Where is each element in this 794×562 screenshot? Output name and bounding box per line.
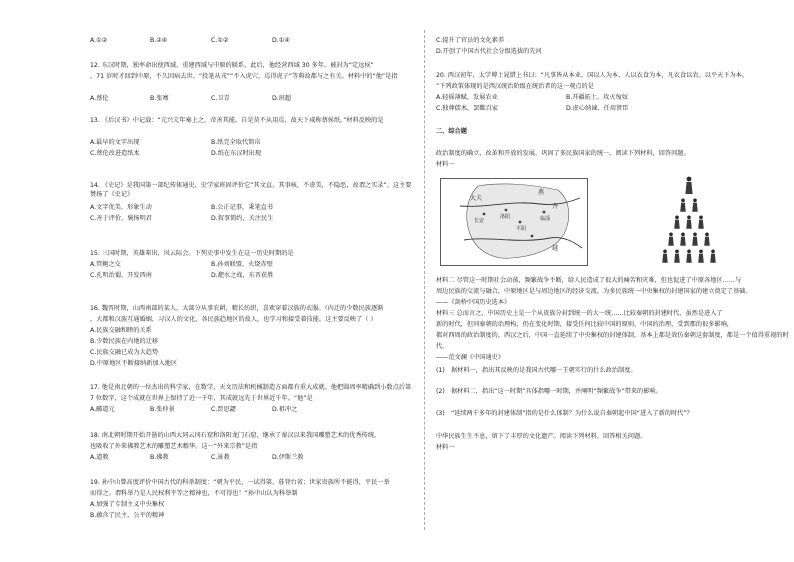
- q16-option-a: A.民族交融和睦的关系: [90, 327, 152, 334]
- q11-option-d: D.①④: [272, 37, 290, 44]
- figure-icon: [680, 198, 686, 211]
- city-dot: [505, 209, 508, 212]
- zhou-map-figure: [440, 178, 588, 266]
- map-label: 大夫: [470, 195, 483, 202]
- q20-stem-line1: 20. 西汉初年，太学博士晁错上书曰：“凡事皆从本业，国以人为本，人以衣食为本，凡衣食以农。以平天下为本。: [436, 72, 749, 79]
- q18-option-b: B.佛教: [150, 454, 169, 461]
- q15-stem: 15. 三国时期，英雄辈出，风云际会。下列史事中发生在这一历史时期的是: [90, 250, 294, 257]
- material-two-line1: 材料二 尽管这一时期社会动荡，频繁战争不断，给人民造成了很大的痛苦和灾难，但也促进了中原各地区……与: [436, 277, 742, 284]
- q13-option-a: A.最早的文字出现: [90, 139, 140, 146]
- figure-icon: [698, 249, 704, 262]
- city-dot: [543, 211, 546, 214]
- q12-option-b: B.张骞: [150, 95, 169, 102]
- q15-option-d: D.淝水之战，东晋获胜: [211, 272, 274, 279]
- q13-option-b: B.纸完全取代简帛: [211, 139, 261, 146]
- figure-icon: [662, 249, 668, 262]
- final-intro: 中华民族生生不息，留下了丰厚的文化遗产。阅读下列材料，回答相关问题。: [436, 433, 647, 440]
- q11-option-c: C.①②: [211, 37, 229, 44]
- material-three-line1: 材料三 总而言之，中国历史上是一个从贵族分封到统一的大一统……比较秦朝的封建时代，虽然是进入了: [436, 310, 723, 317]
- q18-stem-line1: 18. 南北朝时期开始开凿的山西大同云冈石窟和洛阳龙门石窟，继承了秦汉以来我国雕塑艺术的优秀传统，: [90, 432, 381, 439]
- q12-option-c: C.卫青: [211, 95, 230, 102]
- q20-option-c: C.独尊儒术，罢黜百家: [436, 105, 498, 112]
- figure-icon: [674, 215, 680, 228]
- map-label: 长安: [474, 218, 485, 224]
- q16-option-c: C.民族交融已成为大趋势: [90, 349, 159, 356]
- q11-option-a: A.①②: [90, 37, 108, 44]
- q16-option-d: D.中原地区不断接纳新加入地区: [90, 360, 178, 367]
- q17-stem-line1: 17. 他是南北朝的一位杰出的科学家，在数学、天文历法和机械制造方面都有重大成就。他把圆周率精确到小数点后第: [90, 384, 412, 391]
- q16-stem-line1: 16. 魏晋时期，山西南部的某人，大部分从事农耕，精长纺织，喜欢穿着汉族的衣服。（内迁的少数民族逐渐: [90, 305, 384, 312]
- q17-option-c: C.贾思勰: [211, 406, 236, 413]
- city-dot: [519, 221, 522, 224]
- material-three-line3: 都对西周的政治制度的，西汉之后，中国一直延续了中央集权的封建体制，基本上都是效仿秦朝这套制度，都是一个值得重视的时: [436, 332, 789, 339]
- material-one-label: 材料一: [436, 161, 455, 168]
- map-label: 平阳: [516, 226, 527, 232]
- q15-option-a: A.管鲍之交: [90, 261, 121, 268]
- section-intro: 政治制度的确立，改革和开放的发展，巩固了多民族国家的统一。阅读下列材料，回答问题。: [436, 150, 690, 157]
- material-three-line4: 代。: [436, 343, 449, 350]
- map-label: 燕: [538, 189, 545, 196]
- q14-option-d: D.叙事简约，关注民生: [211, 215, 274, 222]
- q18-option-d: D.伊斯兰教: [272, 454, 304, 461]
- q17-option-b: B.张仲景: [150, 406, 175, 413]
- q18-option-c: C.景教: [211, 454, 230, 461]
- figure-icon: [686, 249, 692, 262]
- material-three-source: ——范文澜《中国通史》: [436, 354, 505, 361]
- q19-option-a: A.加强了专制主义中央集权: [90, 501, 165, 508]
- q13-stem: 13. 《后汉书》中记载：“元兴元年奏上之，帝善其能，自是莫不从用焉，故天下咸称蔡侯纸。”材料反映的是: [90, 117, 384, 124]
- q15-option-b: B.孙刘联盟，火烧赤壁: [211, 261, 273, 268]
- city-dot: [531, 235, 534, 238]
- q17-option-a: A.郦道元: [90, 406, 115, 413]
- material-two-source: ——《剑桥中国历史选本》: [436, 299, 511, 306]
- question-1: (1) 据材料一，指出其反映的是我国古代哪一王朝实行的什么政治制度。: [436, 367, 637, 374]
- hierarchy-pyramid-figure: [642, 174, 736, 274]
- section-title: 二、综合题: [436, 128, 467, 135]
- q14-option-b: B.公正记事，秉笔直书: [211, 204, 273, 211]
- figure-icon: [680, 232, 686, 245]
- map-label: 临淄: [540, 216, 551, 222]
- q14-option-c: C.善于评价，褒扬明君: [90, 215, 152, 222]
- q16-option-b: B.少数民族在内地的迁移: [90, 338, 159, 345]
- q19-stem-line2: 而得之。谓科举乃是人民权利平等之精神也，不可得也！”孙中山认为科举制: [90, 490, 298, 497]
- final-material-label: 材料一: [436, 444, 455, 451]
- q17-option-d: D.祖冲之: [272, 406, 298, 413]
- figure-icon: [686, 215, 692, 228]
- q17-stem-line2: 7 位数字，这个成就在世界上保持了近一千年，其成就远先于世界近千年。“他”是: [90, 395, 313, 402]
- q18-stem-line2: 也吸收了外来佛教艺术的雕塑艺术精华。这一“外来宗教”是指: [90, 443, 258, 450]
- q13-option-d: D.纸在东汉时出现: [211, 150, 262, 157]
- figure-icon: [710, 249, 716, 262]
- q11-option-b: B.②④: [150, 37, 168, 44]
- q12-option-a: A.蔡伦: [90, 95, 109, 102]
- material-three-line2: 新的时代，但同秦朝的治理构，仍在变化时期，接受任何比较中国的原则，中国的治理，受到那的很多影响，: [436, 321, 733, 328]
- q20-option-a: A.轻徭薄赋，发展农业: [436, 94, 498, 101]
- q20-option-d: D.虚心纳谏，任用贤臣: [566, 105, 629, 112]
- material-two-line2: 周边民族的交流与融合，中原地区是与周边地区的经济交流，为多民族统一中央集权的封建国家的建立奠定了基础。: [436, 288, 752, 295]
- q20-option-b: B.开疆拓土，攻灭匈奴: [566, 94, 628, 101]
- map-label: 齐: [552, 203, 559, 210]
- question-3: (3) “延续两千多年的封建体制”指的是什么体制？为什么说自秦朝起中国“进入了新的时代”？: [436, 410, 693, 417]
- figure-icon: [692, 198, 698, 211]
- q14-stem: 14. 《史记》是我国第一部纪传体通史，史学家班固评价它“其文直，其事核，不虚美，不隐恶，故谓之实录”。这主要赞扬了《史记》: [90, 182, 412, 198]
- q19-option-d: D.开创了中国古代社会分级选拔的先河: [436, 48, 542, 55]
- q12-stem-line2: ，71 岁时才回到中原，不久因病去世。“投笔从戎”“不入虎穴，焉得虎子”等典故都与之有关。材料中的“他”是指: [90, 73, 398, 80]
- figure-icon: [685, 177, 692, 194]
- q13-option-c: C.蔡伦改进造纸术: [90, 150, 140, 157]
- q12-stem-line1: 12. 东汉时期，独率命出使西域，重建西域与中原的联系。此后，他经营西域 30 多年，被封为“定远侯”: [90, 62, 374, 69]
- city-dot: [483, 213, 486, 216]
- q18-option-a: A.道教: [90, 454, 109, 461]
- map-label: 越: [552, 245, 559, 252]
- q14-option-a: A.文字优美，形象生动: [90, 204, 152, 211]
- figure-icon: [674, 249, 680, 262]
- q15-option-c: C.孔明治蜀，开发西南: [90, 272, 152, 279]
- q19-stem-line1: 19. 孙中山曾高度评价中国古代的科举制度：“朝为平民，一试得第，暮登台省；世家贵族所不能得，平民一举: [90, 479, 390, 486]
- map-label: 洛阳: [500, 214, 511, 220]
- figure-icon: [668, 232, 674, 245]
- q16-stem-line2: ，大都和汉族互通婚姻，习汉人的文化，各民族趋地区的故人。也学习和接受着技能。这主要反映了（ ）: [90, 316, 377, 323]
- column-divider: [424, 30, 425, 530]
- q19-option-b: B.蕴含了民主，公平的精神: [90, 512, 165, 519]
- figure-icon: [698, 215, 704, 228]
- figure-icon: [704, 232, 710, 245]
- question-2: (2) 据材料二，指出“这一时期”具体指哪一时期，并阐明“频繁战争”带来的影响。: [436, 388, 662, 395]
- q19-option-c: C.提升了官员的文化素养: [436, 37, 505, 44]
- figure-icon: [692, 232, 698, 245]
- q20-stem-line2: ”下列政策体现的是西汉统治阶级在统治者的这一观点的是: [436, 83, 594, 90]
- q12-option-d: D.班超: [272, 95, 292, 102]
